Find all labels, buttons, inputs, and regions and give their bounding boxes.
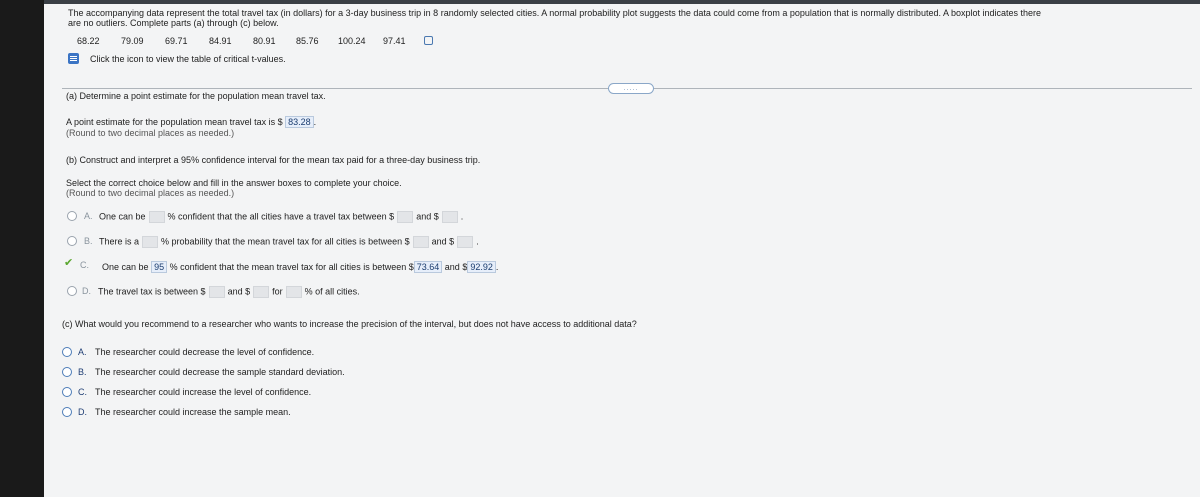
- choice-c-c-radio[interactable]: [62, 387, 72, 397]
- checkmark-icon: ✔: [64, 257, 74, 269]
- choice-b-a-text: [99, 211, 463, 223]
- choice-b-c-part4: .: [495, 262, 499, 272]
- choice-b-a-part1: One can be: [99, 211, 146, 222]
- point-estimate-answer[interactable]: 83.28: [285, 116, 314, 128]
- data-value: 100.24: [338, 36, 366, 46]
- choice-b-d-letter: D.: [82, 286, 91, 296]
- choice-b-c-part3: and: [444, 262, 460, 272]
- part-a-answer-prefix: A point estimate for the population mean travel tax is $: [66, 117, 283, 127]
- choice-b-a-part2: % confident that the all cities have a travel tax between $: [167, 211, 395, 222]
- part-a-question: (a) Determine a point estimate for the population mean travel tax.: [66, 91, 326, 101]
- data-value: 84.91: [209, 36, 232, 46]
- part-b-instruction: Select the correct choice below and fill in the answer boxes to complete your choice.: [66, 178, 402, 188]
- answer-blank[interactable]: [457, 236, 473, 248]
- choice-b-c-part3b: $: [462, 262, 468, 272]
- choice-b-b-text: [99, 236, 479, 248]
- choice-b-b-part2: % probability that the mean travel tax for all cities is between $: [161, 236, 410, 247]
- copy-data-icon[interactable]: [424, 36, 433, 45]
- part-a-note: (Round to two decimal places as needed.): [66, 128, 235, 138]
- data-value: 68.22: [77, 36, 100, 46]
- choice-b-d-part4: % of all cities.: [304, 286, 360, 297]
- data-value: 97.41: [383, 36, 406, 46]
- part-a-answer-suffix: .: [313, 117, 317, 127]
- choice-c-d-radio[interactable]: [62, 407, 72, 417]
- choice-c-b-radio[interactable]: [62, 367, 72, 377]
- answer-blank[interactable]: [286, 286, 302, 298]
- answer-blank[interactable]: [442, 211, 458, 223]
- choice-b-b-part4: .: [476, 236, 479, 247]
- intro-line-2: are no outliers. Complete parts (a) through (c) below.: [68, 18, 279, 28]
- problem-statement: [68, 8, 1041, 28]
- table-link-text[interactable]: Click the icon to view the table of critical t-values.: [90, 54, 286, 64]
- choice-b-a-radio[interactable]: [67, 211, 77, 221]
- lower-bound-answer[interactable]: 73.64: [414, 261, 443, 273]
- answer-blank[interactable]: [142, 236, 158, 248]
- answer-blank[interactable]: [253, 286, 269, 298]
- intro-line-1: The accompanying data represent the total travel tax (in dollars) for a 3-day business trip in 8 randomly selected cities. A normal probability plot suggests the data could come from a population that is normally distributed. A boxplot indicates there: [68, 8, 1042, 18]
- top-bar: [44, 0, 1200, 4]
- choice-c-a-radio[interactable]: [62, 347, 72, 357]
- choice-c-c-text[interactable]: The researcher could increase the level of confidence.: [95, 387, 312, 397]
- answer-blank[interactable]: [413, 236, 429, 248]
- choice-c-a-text[interactable]: The researcher could decrease the level of confidence.: [95, 347, 315, 357]
- part-a-answer-line: [66, 116, 316, 128]
- part-b-note: (Round to two decimal places as needed.): [66, 188, 235, 198]
- table-icon[interactable]: [68, 53, 79, 64]
- part-c-question: (c) What would you recommend to a researcher who wants to increase the precision of the interval, but does not have access to additional data?: [62, 319, 637, 329]
- choice-c-d-text[interactable]: The researcher could increase the sample mean.: [95, 407, 291, 417]
- choice-b-d-text: [98, 286, 360, 298]
- answer-blank[interactable]: [397, 211, 413, 223]
- choice-b-a-part4: .: [460, 211, 464, 222]
- answer-blank[interactable]: [209, 286, 225, 298]
- confidence-level-answer[interactable]: 95: [151, 261, 167, 273]
- choice-b-b-part3: and $: [431, 236, 455, 247]
- answer-blank[interactable]: [149, 211, 165, 223]
- data-value: 85.76: [296, 36, 319, 46]
- choice-c-a-letter: A.: [78, 347, 87, 357]
- choice-b-c-part1: One can be: [102, 262, 149, 272]
- choice-b-a-part3: and $: [416, 211, 439, 222]
- choice-c-b-text[interactable]: The researcher could decrease the sample standard deviation.: [95, 367, 345, 377]
- choice-b-a-letter: A.: [84, 211, 93, 221]
- expand-button[interactable]: .....: [608, 83, 654, 94]
- part-b-question: (b) Construct and interpret a 95% confidence interval for the mean tax paid for a three-day business trip.: [66, 155, 481, 165]
- choice-b-b-part1: There is a: [99, 236, 140, 247]
- data-value: 69.71: [165, 36, 188, 46]
- choice-b-c-text[interactable]: [102, 261, 498, 273]
- choice-b-d-part2: and $: [227, 286, 251, 297]
- choice-c-d-letter: D.: [78, 407, 87, 417]
- upper-bound-answer[interactable]: 92.92: [467, 261, 496, 273]
- question-panel: [44, 0, 1200, 497]
- data-value: 80.91: [253, 36, 276, 46]
- choice-b-c-part2: % confident that the mean travel tax for all cities is between $: [169, 262, 414, 272]
- choice-b-d-part1: The travel tax is between $: [98, 286, 206, 297]
- choice-b-b-radio[interactable]: [67, 236, 77, 246]
- data-value: 79.09: [121, 36, 144, 46]
- choice-b-c-letter: C.: [80, 260, 89, 270]
- choice-c-b-letter: B.: [78, 367, 87, 377]
- choice-b-d-part3: for: [272, 286, 283, 297]
- choice-b-b-letter: B.: [84, 236, 93, 246]
- choice-c-c-letter: C.: [78, 387, 87, 397]
- choice-b-d-radio[interactable]: [67, 286, 77, 296]
